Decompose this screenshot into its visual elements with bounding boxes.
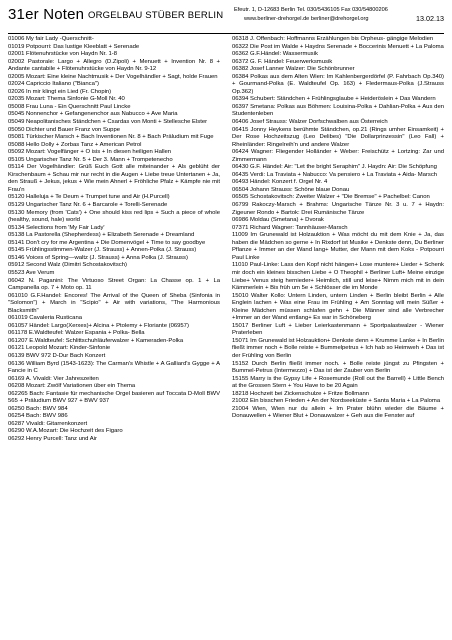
right-column-list — [232, 36, 444, 421]
catalog-entry: 05141 Don't cry for me Argentina + Die Domenvögel + Time to say goodbye — [8, 239, 206, 246]
catalog-entry: 18218 Hochzeit bei Zickenschulze + Fritze Bollmann — [232, 390, 370, 397]
catalog-entry: 06799 Rakoczy-Marsch + Brahms: Ungarische Tänze Nr. 3 u. 7 + Haydn: Zigeuner Rondo + Bartok: Drei Rumänische Tänze — [232, 202, 444, 216]
catalog-entry: 15071 Im Grunewald ist Holzauktion+ Denkste denn + Krumme Lanke + In Berlin fließt immer noch + Bolle reiste + Bummelpetrus + Ich hab so Heimweh + Das ist der Frühling von Berlin — [232, 337, 444, 359]
catalog-entry: 06394 Schubert: Ständchen + Frühlingsglaube + Heideröslein + Das Wandern — [232, 96, 436, 103]
catalog-entry: 06169 A. Vivaldi: Vier Jahreszeiten — [8, 375, 99, 382]
catalog-entry: 05138 La Pastorella (Shepherdess) + Elizabeth Serenade + Dreamland — [8, 232, 195, 239]
catalog-entry: 06384 Polkas aus dem Alten Wien: Im Kahlenbergerdörfel (P. Fahrbach Op.340) + Gourmand-Polka (E. Waldteufel Op. 163) + Fledermaus-Polka (J.Strauss Op.362) — [232, 73, 444, 95]
page-header — [8, 4, 444, 34]
catalog-entry: 06208 Mozart: Zwölf Variationen über ein Thema — [8, 383, 136, 390]
catalog-entry: 06505 Schostakovitsch: Zweiter Walzer + "Die Bremse" + Pachelbel: Canon — [232, 194, 430, 201]
catalog-entry: 21002 Ein bisschen Frieden + An der Nordseeküste + Santa Maria + La Paloma — [232, 398, 441, 405]
catalog-entry: 06250 Bach: BWV 984 — [8, 405, 68, 412]
catalog-entry: 05008 Frau Luna - Ein Querschnitt Paul Lincke — [8, 103, 131, 110]
catalog-entry: 06424 Wagner: Fliegender Holländer + Weber: Freischütz + Lortzing: Zar und Zimmermann — [232, 149, 444, 163]
catalog-entry: 06254 Bach: BWV 986 — [8, 413, 68, 420]
catalog-entry: 06322 Die Post im Walde + Haydns Serenade + Boccerinis Menuett + La Paloma — [232, 43, 444, 50]
catalog-entry: 061057 Händel: Largo(Xerxes)+ Alcina + Ptolemy + Floriante (06957) — [8, 322, 189, 329]
catalog-entry: 061010 G.F.Handel: Encores! The Arrival of the Queen of Sheba (Sinfonia in "Solomon") + March in "Scipio" + Air with variations, "The Harmonious Blacksmith" — [8, 292, 220, 314]
catalog-entry: 06121 Leopold Mozart: Kinder-Sinfonie — [8, 345, 111, 352]
catalog-entry: 02026 In mir klingt ein Lied (Fr. Chopin) — [8, 88, 112, 95]
catalog-entry: 06430 G.F. Händel: Air: "Let the bright Seraphim" J. Haydn: Air: Die Schöpfung — [232, 164, 437, 171]
catalog-entry: 05105 Ungarischer Tanz Nr. 5 + Der 3. Mann + Trompetenecho — [8, 156, 173, 163]
catalog-date: 13.02.13 — [416, 14, 444, 23]
catalog-entry: 05523 Ave Verum — [8, 269, 55, 276]
catalog-entry: 06292 Henry Purcell: Tanz und Air — [8, 435, 97, 442]
catalog-entry: 05081 Türkischer Marsch + Bach Inventionen Nr. 8 + Bach Präludium mit Fuge — [8, 134, 214, 141]
catalog-entry: 05120 Halleluja + Te Deum + Trumpet tune and Air (H.Purcell) — [8, 194, 170, 201]
catalog-entry: 06406 Josef Strauss: Walzer Dorfschwalben aus Österreich — [232, 119, 388, 126]
catalog-entry: 05088 Hello Dolly + Zorbas Tanz + American Petrol — [8, 141, 142, 148]
catalog-entry: 06415 Jonny Heykens berühmte Ständchen, op.21 (Rings umher Einsamkeit) + Der Rose Hochzeitszug (Leo Delibes) "Die Dollarprinzessin" (Leo Fall) + Rheinländer: Ringelreih'n und andere Walzer — [232, 126, 444, 148]
catalog-entry: 06382 Josef Lanner Walzer: Die Schönbrunner — [232, 66, 355, 73]
header-divider — [8, 33, 444, 34]
catalog-entry: 05129 Ungarischer Tanz Nr. 6 + Barcarole + Torelli-Serenade — [8, 202, 168, 209]
catalog-entry: 01006 My fair Lady -Querschnitt- — [8, 36, 94, 42]
catalog-entry: 11010 Paul-Linke: Lass den Kopf nicht hängen+ Lose muntere+ Lieder + Schenk mir doch ein kleines bisschen Liebe + O Theophil + Berliner Luft+ Meine einzige Liebe+ Venus steig hernieder+ Heimlich, still und leise+ Nimm mich mit in dein Kämmerlein + Bis früh um 5e + Schlösser die im Monde — [232, 262, 444, 292]
catalog-entry: 02035 Mozart: Thema Sinfonie G-Moll Nr. 40 — [8, 96, 125, 103]
catalog-entry: 062265 Bach: Fantasie für mechanische Orgel basieren auf Toccata D-Moll BWV 565 + Präludium BWV 927 + BWV 937 — [8, 390, 220, 405]
catalog-entry: 06504 Johann Strauss: Schöne blaue Donau — [232, 186, 350, 193]
catalog-entry: 05912 Second Walz (Dimitri Schostakovitsch) — [8, 262, 127, 269]
catalog-entry: 21004 Wien, Wien nur du allein + Im Prater blühn wieder die Bäume + Donauwellen + Wiener Blut + Donauwalzer + Geh aus die Fenster auf — [232, 405, 444, 420]
catalog-entry: 05092 Mozart: Vogelfänger + O isis + In diesen heiligen Hallen — [8, 149, 172, 156]
catalog-entry: 06493 Händel: Konzert f. Orgel Nr. 4 — [232, 179, 328, 186]
catalog-entry: 11009 Im Grunewald ist Holzauktion + Was möcht du mit dem Knie + Ja, das haben die Mädchen so gerne + In Rixdorf ist Musike + Denkste denn, Du Berliner Pflanze + Immer an der Wand lang+ Mutter, der Mann mit dem Koks - Potpourri Paul Linke — [232, 232, 444, 261]
catalog-entry: 02001 Flötenuhrstücke von Haydn Nr. 1-8 — [8, 51, 118, 58]
catalog-entry: 06318 J. Offenbach: Hoffmanns Erzählungen bis Orpheus- gängige Melodien — [232, 36, 434, 42]
catalog-entry: 061178 E.Waldteufel: Walzer Espania + Polka- Bella — [8, 330, 145, 337]
catalog-entry: 05049 Neapolitanisches Ständchen + Csardas von Monti + Stellesche Elster — [8, 119, 208, 126]
catalog-entry: 05045 Nonnenchor + Gefangenenchor aus Nabucco + Ave Maria — [8, 111, 178, 118]
catalog-entry: 01019 Potpourri: Das lustige Kleeblatt + Serenade — [8, 43, 140, 50]
catalog-entry: 15155 Marry is the Gypsy Life + Rosemunde (Roll out the Barrell) + Little Bench at the Grossen Stern + You Have to be 20 Again — [232, 375, 444, 390]
catalog-entry: 05145 Frühlingsstimmen-Walzer (J. Strauss) + Annen-Polka (J. Strauss) — [8, 247, 197, 254]
left-column-list — [8, 36, 220, 444]
company-address: Efeutr. 1, D-12683 Berlin Tel. 030/5436105 Fax 030/54800206 — [234, 7, 388, 13]
catalog-entry: 06435 Verdi: La Traviata + Nabucco: Va pensiero + La Traviata + Aida- Marsch — [232, 171, 438, 178]
catalog-entry: 05146 Voices of Spring—waltz (J. Strauss) + Anna Polka (J. Strauss) — [8, 254, 188, 261]
catalog-entry: 061207 E.Waldteufel: Schlittschuhläuferwalzer + Kameraden-Polka — [8, 337, 184, 344]
company-name: ORGELBAU STÜBER BERLIN — [88, 10, 224, 21]
catalog-entry: 06287 Vivaldi: Gitarrenkonzert — [8, 420, 88, 427]
catalog-entry: 05130 Memory (from 'Cats') + One should kiss red lips + Such a piece of whole (healthy, sound, hale) world — [8, 209, 220, 224]
company-web-email: www.berliner-drehorgel.de berliner@drehorgel.org — [244, 16, 369, 22]
catalog-entry: 06139 BWV 972 D-Dur Bach Konzert — [8, 352, 106, 359]
catalog-entry: 15017 Berliner Luft + Lieber Leierkastenmann + Sportpalastwalzer - Wiener Praterleben — [232, 322, 444, 337]
catalog-entry: 15010 Walter Kollo: Untern Linden, untern Linden + Berlin bleibt Berlin + Alle Englein lachen + Was eine Frau im Frühling + Am Sonntag will mein Süßer + Kleine Mädchen müssen schlafen gehn + Die Männer sind alle Verbrecher +Immer an der Wand entlang+ Es war in Schöneberg — [232, 292, 444, 322]
catalog-entry: 06290 W.A.Mozart: Die Hochzeit des Figaro — [8, 428, 123, 435]
catalog-entry: 07371 Richard Wagner: Tannhäuser-Marsch — [232, 224, 348, 231]
catalog-entry: 06362 G.F.Händel: Wassermusik — [232, 51, 318, 58]
catalog-entry: 06372 G. F. Händel: Feuerwerksmusik — [232, 58, 333, 65]
catalog-entry: 02024 Capriccio Italiano ("Bianca") — [8, 81, 99, 88]
catalog-entry: 06042 N. Paganini: The Virtuoso Street Organ: La Chasse op. 1 + La Campanella op. 7 + Moto op. 11 — [8, 277, 220, 292]
catalog-entry: 15152 Durch Berlin fließt immer noch. + Bolle reiste jüngst zu Pfingsten + Bummel-Petrus (Intermezzo) + Das ist der Zauber von Berlin — [232, 360, 444, 375]
catalog-entry: 05134 Selections from 'My Fair Lady' — [8, 224, 105, 231]
catalog-entry: 02002 Pastorale: Largo + Allegro (D.Zipoli) + Menuett + Invention Nr. 8 + Andante cantabile + Flötenuhrstücke von Haydn Nr. 9-12 — [8, 58, 220, 73]
catalog-entry: 06136 William Byrd (1543-1623): The Carman's Whistle + A Galliard's Gygge + A Fancie in C — [8, 360, 220, 375]
catalog-title: 31er Noten — [8, 6, 85, 23]
catalog-entry: 05114 Der Vogelhändler: Grüß Euch Gott alle miteinander + Als geblüht der Kirschenbaum + Schau mir nur recht in die Augen + Liebe treue Untertanen + Ja, den Strauß + Jekus, jekus + Wie mein Ahnerl + Fröhliche Pfalz + Kämpfe nie mit Frau'n — [8, 164, 220, 193]
catalog-entry: 061019 Cavaleria Rusticana — [8, 315, 83, 322]
catalog-entry: 06397 Smetana: Polkas aus Böhmen: Louisina-Polka + Dahlian-Polka + Aus den Studentenleben — [232, 103, 444, 118]
catalog-entry: 06986 Moldau (Smetana) + Dvorak — [232, 217, 324, 224]
catalog-entry: 02005 Mozart: Eine kleine Nachtmusik + Der Vogelhändler + Sagt, holde Frauen — [8, 73, 218, 80]
catalog-entry: 05050 Dichter und Bauer Franz von Suppe — [8, 126, 120, 133]
